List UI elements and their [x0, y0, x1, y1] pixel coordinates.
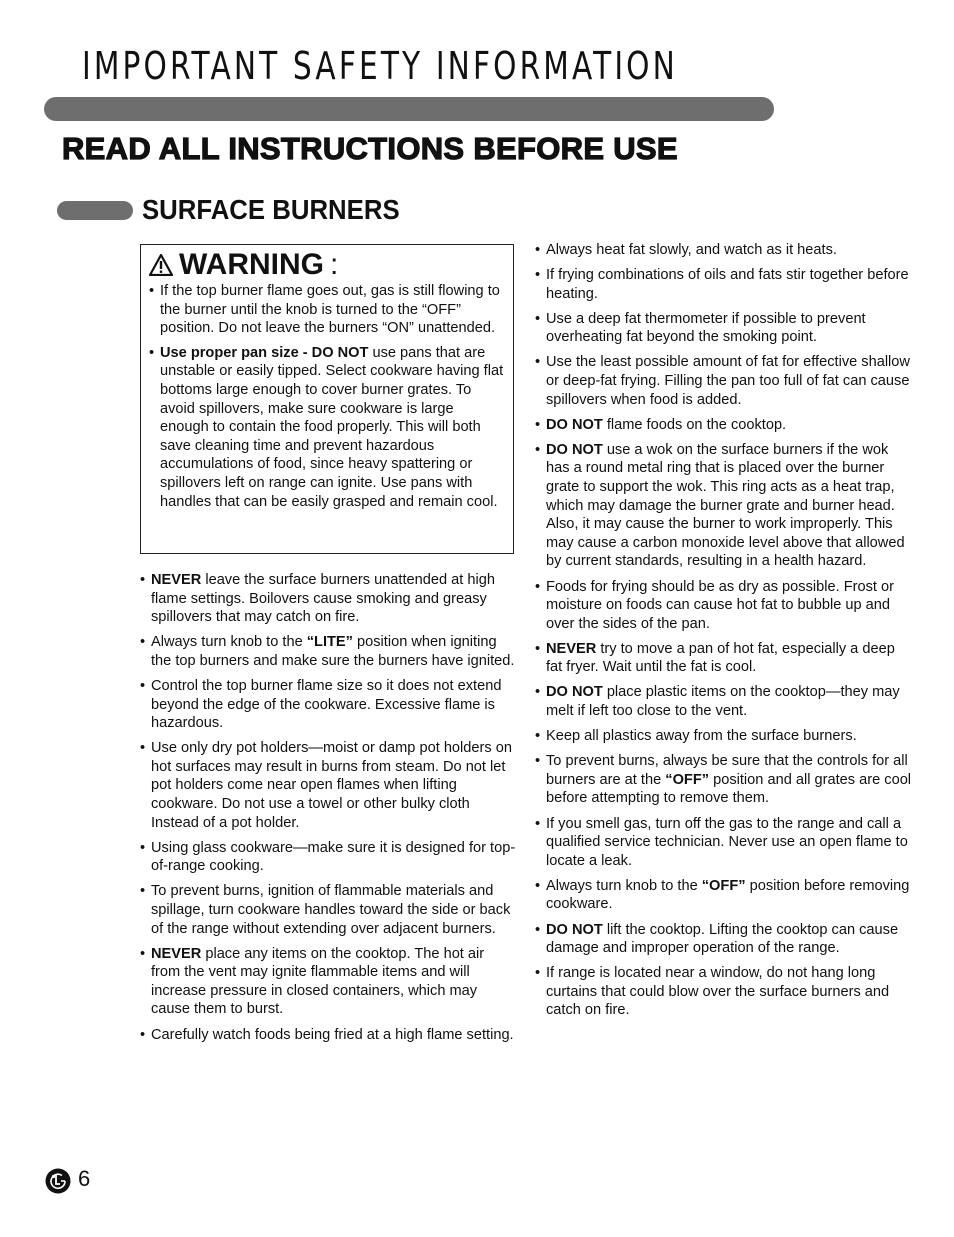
item-after-text: position when igniting the top burners and make sure the burners have ignited. — [151, 634, 515, 669]
item-after-bold: “LITE” — [306, 634, 353, 651]
item-bold: DO NOT — [546, 441, 603, 458]
right-bullet-list — [535, 241, 913, 1020]
list-item — [535, 727, 913, 746]
warning-label: WARNING — [179, 248, 324, 281]
list-item — [140, 1026, 516, 1045]
list-item — [535, 877, 913, 914]
item-text: To prevent burns, ignition of flammable materials and spillage, turn cookware handles toward the side or back of the range without extending over adjacent burners. — [151, 883, 511, 937]
item-text: Foods for frying should be as dry as possible. Frost or moisture on foods can cause hot fat to bubble up and over the sides of the pan. — [546, 578, 894, 632]
list-item — [140, 633, 516, 670]
list-item — [535, 578, 913, 634]
item-text: leave the surface burners unattended at high flame settings. Boilovers cause smoking and greasy spillovers that may catch on fire. — [151, 572, 495, 626]
item-text: Keep all plastics away from the surface burners. — [546, 728, 857, 745]
page-title: IMPORTANT SAFETY INFORMATION — [82, 44, 678, 88]
item-after-bold: “OFF” — [665, 771, 710, 788]
list-item — [535, 815, 913, 871]
section-marker-pill — [57, 201, 133, 220]
item-after-bold: “OFF” — [701, 877, 746, 894]
page-number: 6 — [78, 1166, 91, 1191]
item-text: If the top burner flame goes out, gas is still flowing to the burner until the knob is turned to the “OFF” position. Do not leave the burners “ON” unattended. — [160, 283, 500, 337]
list-item — [149, 282, 505, 338]
item-text: Control the top burner flame size so it does not extend beyond the edge of the cookware. Excessive flame is hazardous. — [151, 677, 502, 732]
list-item — [535, 921, 913, 958]
item-text: To prevent burns, always be sure that the controls for all burners are at the — [546, 753, 908, 788]
list-item — [140, 839, 516, 876]
list-item — [535, 353, 913, 409]
list-item — [149, 344, 505, 511]
item-bold: DO NOT — [546, 921, 603, 938]
item-text: Use only dry pot holders—moist or damp pot holders on hot surfaces may result in burns from steam. Do not let pot holders come near open flames when lifting cookware. Do not use a towel or other bulky cloth Instead of a pot holder. — [151, 740, 512, 831]
right-column — [535, 241, 913, 1026]
item-text: If frying combinations of oils and fats stir together before heating. — [546, 267, 909, 302]
item-bold: DO NOT — [546, 416, 603, 433]
list-item — [535, 640, 913, 677]
list-item — [535, 416, 913, 435]
left-bullet-list — [140, 571, 516, 1044]
item-text: Always turn knob to the — [151, 634, 307, 651]
item-text: Use the least possible amount of fat for effective shallow or deep-fat frying. Filling the pan too full of fat can cause spillovers when food is added. — [546, 354, 910, 408]
section-title: SURFACE BURNERS — [142, 194, 400, 225]
item-text: use a wok on the surface burners if the wok has a round metal ring that is placed over the burner grate to support the wok. This ring acts as a heat trap, which may damage the burner grate and burner head. Also, it may cause the burner to work improperly. This may cause a carbon monoxide level above that allowed by current standards, resulting in a health hazard. — [546, 441, 905, 570]
list-item — [535, 964, 913, 1020]
list-item — [535, 752, 913, 808]
item-text: flame foods on the cooktop. — [602, 416, 787, 433]
warning-heading — [149, 248, 505, 282]
warning-list — [149, 282, 505, 511]
title-divider-bar — [44, 97, 774, 121]
list-item — [140, 945, 516, 1019]
list-item — [535, 310, 913, 347]
warning-triangle-icon — [149, 254, 173, 276]
list-item — [535, 441, 913, 571]
item-text: place plastic items on the cooktop—they may melt if left too close to the vent. — [546, 684, 900, 720]
item-text: Use a deep fat thermometer if possible to prevent overheating fat beyond the smoking point. — [546, 310, 866, 346]
list-item — [535, 266, 913, 303]
item-bold: Use proper pan size - DO NOT — [160, 344, 369, 361]
list-item — [140, 677, 516, 733]
warning-colon: : — [330, 248, 339, 281]
item-after-text: position and all grates are cool before attempting to remove them. — [546, 771, 912, 807]
item-bold: NEVER — [151, 945, 202, 962]
read-instructions-heading: READ ALL INSTRUCTIONS BEFORE USE — [62, 131, 678, 166]
item-text: Always turn knob to the — [546, 877, 702, 894]
item-text: Using glass cookware—make sure it is designed for top-of-range cooking. — [151, 839, 516, 875]
item-text: Carefully watch foods being fried at a high flame setting. — [151, 1026, 514, 1043]
item-text: lift the cooktop. Lifting the cooktop can cause damage and improper operation of the range. — [546, 921, 899, 957]
item-text: Always heat fat slowly, and watch as it heats. — [546, 242, 837, 258]
list-item — [140, 571, 516, 627]
list-item — [535, 241, 913, 260]
list-item — [140, 882, 516, 938]
list-item — [140, 739, 516, 832]
item-after-text: position before removing cookware. — [546, 877, 910, 913]
item-text: place any items on the cooktop. The hot air from the vent may ignite flammable items and will increase pressure in closed containers, which may cause them to burst. — [151, 945, 485, 1018]
list-item — [535, 683, 913, 720]
item-bold: DO NOT — [546, 684, 603, 701]
item-text: use pans that are unstable or easily tipped. Select cookware having flat bottoms large enough to cover burner grates. To avoid spillovers, make sure cookware is large enough to contain the food properly. This will both save cleaning time and prevent hazardous accumulations of food, since heavy spattering or spillovers left on range can ignite. Use pans with handles that can be easily grasped and remain cool. — [160, 344, 504, 510]
lg-logo-icon — [45, 1168, 71, 1194]
left-column — [140, 571, 516, 1051]
item-bold: NEVER — [546, 640, 597, 657]
warning-box — [140, 244, 514, 554]
item-text: try to move a pan of hot fat, especially a deep fat fryer. Wait until the fat is cool. — [546, 640, 895, 676]
item-text: If you smell gas, turn off the gas to the range and call a qualified service technician. Never use an open flame to locate a leak. — [546, 815, 908, 869]
item-bold: NEVER — [151, 572, 202, 588]
item-text: If range is located near a window, do not hang long curtains that could blow over the surface burners and catch on fire. — [546, 965, 890, 1019]
